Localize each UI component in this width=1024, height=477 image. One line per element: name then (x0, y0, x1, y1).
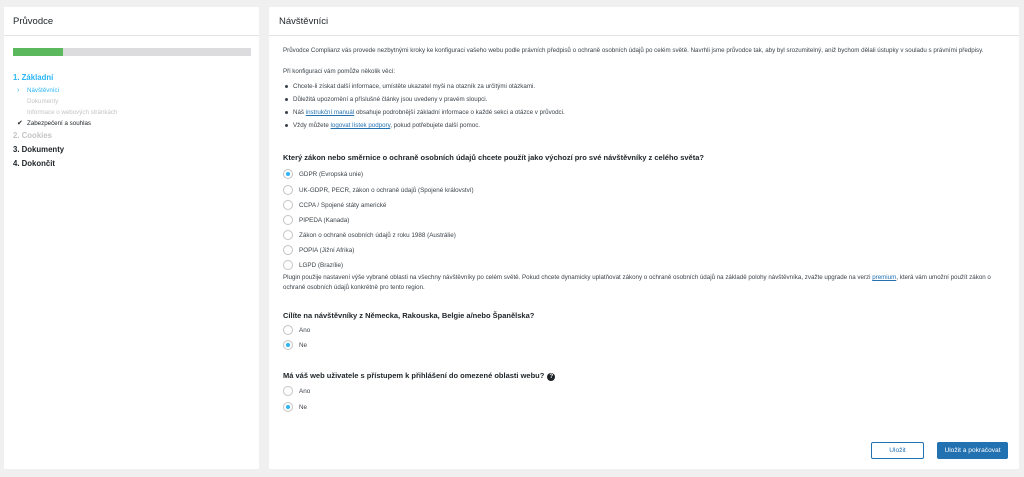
radio-label: LGPD (Brazílie) (299, 261, 344, 269)
radio-label: Ano (299, 387, 311, 395)
support-ticket-link[interactable]: logovat lístek podpory (330, 122, 391, 129)
radio-button[interactable] (283, 215, 293, 225)
radio-button[interactable] (283, 340, 293, 350)
radio-label: CCPA / Spojené státy americké (299, 201, 387, 209)
substep-label: Návštěvníci (27, 87, 59, 94)
radio-label: UK-GDPR, PECR, zákon o ochraně údajů (Spojené království) (299, 186, 474, 194)
radio-button[interactable] (283, 169, 293, 179)
radio-label: Ano (299, 326, 311, 334)
question-login-area (283, 371, 555, 381)
list-item (283, 106, 1009, 119)
wizard-steps (13, 71, 253, 171)
radio-label: GDPR (Evropská unie) (299, 170, 364, 178)
radio-option-ccpa[interactable] (283, 198, 386, 212)
note-text: , která vám umožní použít zákon o ochraně osobních údajů konkrétně pro tento region. (283, 274, 991, 291)
radio-button[interactable] (283, 245, 293, 255)
substep-website-info[interactable]: Informace o webových stránkách (27, 109, 118, 116)
radio-button[interactable] (283, 200, 293, 210)
question-default-law: Který zákon nebo směrnice o ochraně osobních údajů chcete použít jako výchozí pro své návštěvníky z celého světa? (283, 153, 704, 162)
step-finish[interactable]: 4. Dokončit (13, 159, 56, 168)
radio-button[interactable] (283, 402, 293, 412)
radio-label: Ne (299, 403, 308, 411)
step-cookies[interactable]: 2. Cookies (13, 131, 52, 140)
substep-label: Zabezpečení a souhlas (27, 120, 91, 127)
radio-button[interactable] (283, 230, 293, 240)
list-item (283, 119, 1009, 132)
radio-option-lgpd[interactable] (283, 258, 343, 272)
radio-button[interactable] (283, 260, 293, 270)
radio-button[interactable] (283, 325, 293, 335)
radio-option-yes[interactable] (283, 323, 310, 337)
chevron-right-icon: › (17, 87, 20, 94)
note-text: Plugin použije nastavení výše vybrané oblasti na všechny návštěvníky po celém světě. Pokud chcete dynamicky uplatňovat zákony o ochraně osobních údajů na základě polohy návštěvníka, zvažte upgrade na verzi (283, 274, 873, 281)
radio-label: Zákon o ochraně osobních údajů z roku 1988 (Austrálie) (299, 231, 456, 239)
wizard-sidebar (4, 7, 259, 469)
radio-option-pipeda[interactable] (283, 213, 349, 227)
list-item: Důležitá upozornění a příslušné články jsou uvedeny v pravém sloupci. (283, 93, 1009, 106)
radio-label: PIPEDA (Kanada) (299, 216, 350, 224)
save-continue-button[interactable]: Uložit a pokračovat (937, 442, 1008, 459)
substep-security-consent[interactable] (13, 118, 253, 129)
save-button[interactable]: Uložit (871, 442, 924, 459)
radio-button[interactable] (283, 185, 293, 195)
manual-link[interactable]: instrukční manuál (305, 109, 355, 116)
tip-text: , pokud potřebujete další pomoc. (390, 122, 481, 129)
help-icon[interactable]: ? (547, 373, 555, 381)
radio-option-gdpr[interactable] (283, 167, 363, 181)
sidebar-title: Průvodce (4, 7, 259, 36)
page-title: Návštěvníci (269, 7, 1019, 36)
progress-bar-fill (13, 48, 63, 56)
radio-label: Ne (299, 341, 308, 349)
premium-link[interactable]: premium (872, 274, 897, 281)
checkmark-icon: ✔ (17, 120, 23, 127)
tips-list (283, 80, 1009, 132)
radio-option-popia[interactable] (283, 243, 354, 257)
radio-option-no[interactable] (283, 400, 307, 414)
substep-visitors[interactable] (13, 85, 253, 96)
radio-label: POPIA (Jižní Afrika) (299, 246, 355, 254)
intro-section (283, 46, 1009, 132)
radio-option-australia[interactable] (283, 228, 456, 242)
substep-documents[interactable]: Dokumenty (27, 98, 59, 105)
progress-bar (13, 48, 251, 56)
step-documents[interactable]: 3. Dokumenty (13, 145, 65, 154)
step-basic[interactable]: 1. Základní (13, 73, 54, 82)
region-note (283, 273, 1009, 293)
intro-subtext: Při konfiguraci vám pomůže několik věcí: (283, 68, 396, 75)
list-item: Chcete-li získat další informace, umístěte ukazatel myši na otazník za určitými otázkami. (283, 80, 1009, 93)
intro-text: Průvodce Complianz vás provede nezbytnými kroky ke konfiguraci vašeho webu podle právních předpisů o ochraně osobních údajů po celém světě. Navrhli jsme průvodce tak, aby byl srozumitelný, aniž bychom dělali ústupky v souladu s právními předpisy. (283, 47, 984, 54)
tip-text: Vždy můžete (293, 122, 331, 129)
radio-button[interactable] (283, 386, 293, 396)
tip-text: Náš (293, 109, 306, 116)
main-panel (269, 7, 1019, 469)
radio-option-no[interactable] (283, 338, 307, 352)
radio-option-yes[interactable] (283, 384, 310, 398)
tip-text: obsahuje podrobnější základní informace o každé sekci a otázce v průvodci. (354, 109, 565, 116)
radio-option-uk-gdpr[interactable] (283, 183, 474, 197)
question-text: Má váš web uživatele s přístupem k přihlášení do omezené oblasti webu? (283, 371, 545, 380)
question-target-countries: Cílíte na návštěvníky z Německa, Rakouska, Belgie a/nebo Španělska? (283, 311, 535, 320)
